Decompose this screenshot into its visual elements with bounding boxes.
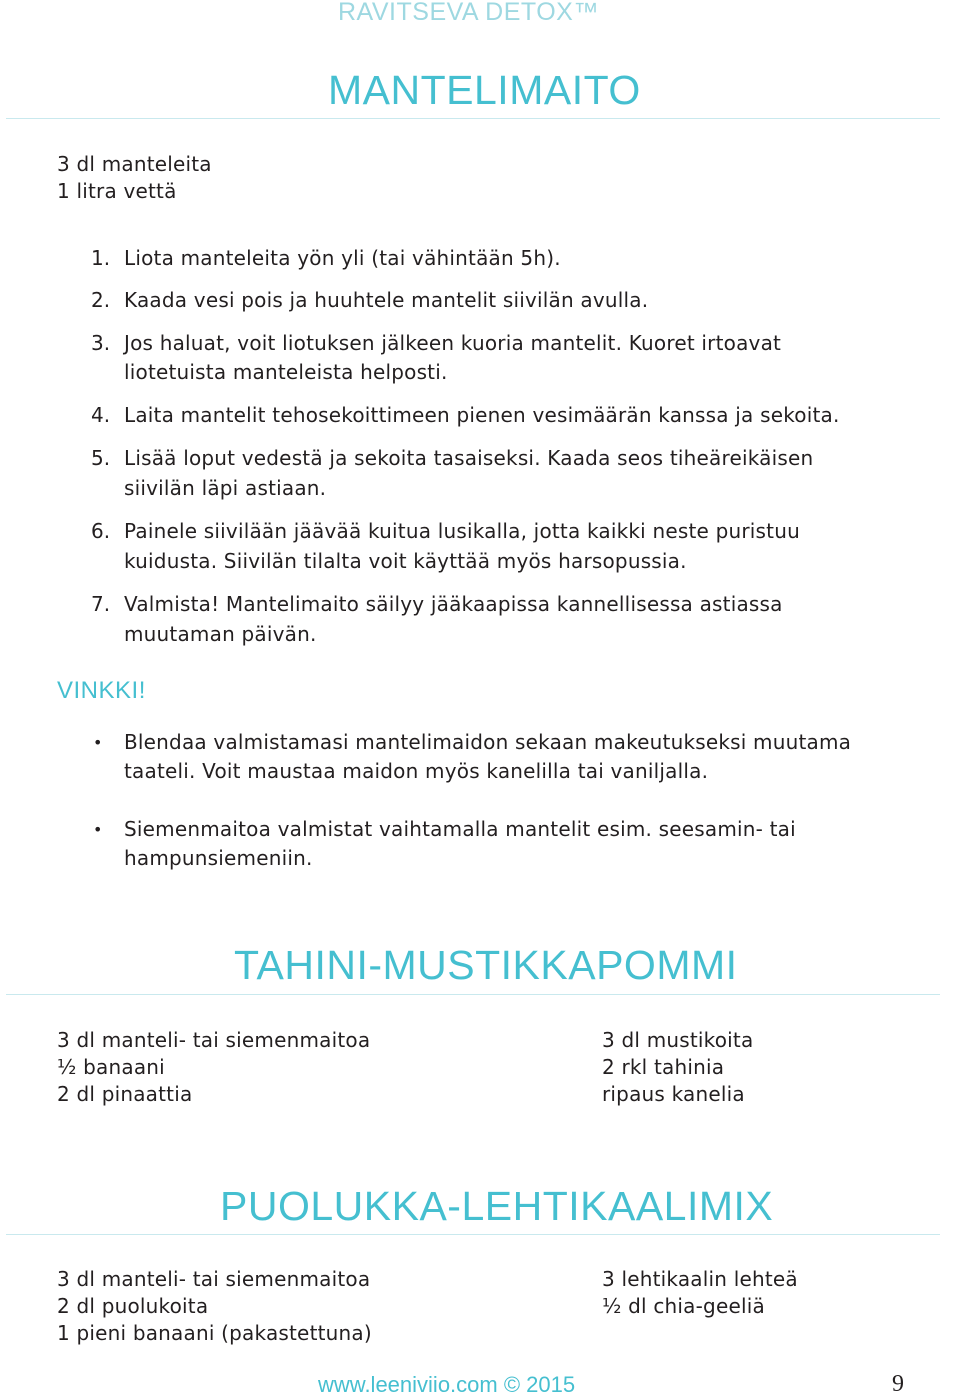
- ingredient: 2 rkl tahinia: [602, 1055, 725, 1079]
- recipe-title-mantelimaito: MANTELIMAITO: [328, 67, 641, 113]
- title-divider: [6, 994, 940, 995]
- tip-text: Siemenmaitoa valmistat vaihtamalla mantelit esim. seesamin- tai: [124, 817, 796, 841]
- bullet-icon: •: [93, 733, 103, 752]
- ingredient: ripaus kanelia: [602, 1082, 745, 1106]
- step-number: 7.: [91, 592, 111, 616]
- step-text: muutaman päivän.: [124, 622, 317, 646]
- ingredient: ½ dl chia-geeliä: [602, 1294, 765, 1318]
- ingredient: 3 dl mustikoita: [602, 1028, 754, 1052]
- ingredient: 1 pieni banaani (pakastettuna): [57, 1321, 372, 1345]
- ingredient: 2 dl puolukoita: [57, 1294, 209, 1318]
- step-number: 1.: [91, 246, 111, 270]
- step-number: 3.: [91, 331, 111, 355]
- step-text: Lisää loput vedestä ja sekoita tasaiseksi. Kaada seos tiheäreikäisen: [124, 446, 814, 470]
- step-text: kuidusta. Siivilän tilalta voit käyttää myös harsopussia.: [124, 549, 687, 573]
- step-text: siivilän läpi astiaan.: [124, 476, 327, 500]
- step-text: Laita mantelit tehosekoittimeen pienen vesimäärän kanssa ja sekoita.: [124, 403, 840, 427]
- brand-title: RAVITSEVA DETOX™: [338, 0, 599, 26]
- step-text: liotetuista manteleista helposti.: [124, 360, 448, 384]
- tip-text: hampunsiemeniin.: [124, 846, 313, 870]
- step-text: Liota manteleita yön yli (tai vähintään 5h).: [124, 246, 561, 270]
- step-text: Kaada vesi pois ja huuhtele mantelit siivilän avulla.: [124, 288, 649, 312]
- bullet-icon: •: [93, 820, 103, 839]
- title-divider: [6, 118, 940, 119]
- ingredient: 1 litra vettä: [57, 179, 177, 203]
- step-text: Valmista! Mantelimaito säilyy jääkaapissa kannellisessa astiassa: [124, 592, 783, 616]
- step-text: Painele siivilään jäävää kuitua lusikalla, jotta kaikki neste puristuu: [124, 519, 800, 543]
- recipe-title-tahini-mustikkapommi: TAHINI-MUSTIKKAPOMMI: [234, 942, 738, 988]
- step-number: 5.: [91, 446, 111, 470]
- tips-title: VINKKI!: [57, 677, 146, 704]
- ingredient: 3 dl manteli- tai siemenmaitoa: [57, 1267, 371, 1291]
- ingredient: 3 dl manteleita: [57, 152, 212, 176]
- title-divider: [6, 1234, 940, 1235]
- ingredient: ½ banaani: [57, 1055, 165, 1079]
- footer-website: www.leeniviio.com © 2015: [318, 1372, 576, 1397]
- tip-text: Blendaa valmistamasi mantelimaidon sekaan makeutukseksi muutama: [124, 730, 852, 754]
- ingredient: 3 lehtikaalin lehteä: [602, 1267, 798, 1291]
- step-number: 4.: [91, 403, 111, 427]
- ingredient: 3 dl manteli- tai siemenmaitoa: [57, 1028, 371, 1052]
- step-text: Jos haluat, voit liotuksen jälkeen kuoria mantelit. Kuoret irtoavat: [124, 331, 782, 355]
- page-number: 9: [892, 1371, 904, 1397]
- step-number: 6.: [91, 519, 111, 543]
- recipe-title-puolukka-lehtikaalimix: PUOLUKKA-LEHTIKAALIMIX: [220, 1183, 774, 1229]
- ingredient: 2 dl pinaattia: [57, 1082, 193, 1106]
- step-number: 2.: [91, 288, 111, 312]
- tip-text: taateli. Voit maustaa maidon myös kanelilla tai vaniljalla.: [124, 759, 709, 783]
